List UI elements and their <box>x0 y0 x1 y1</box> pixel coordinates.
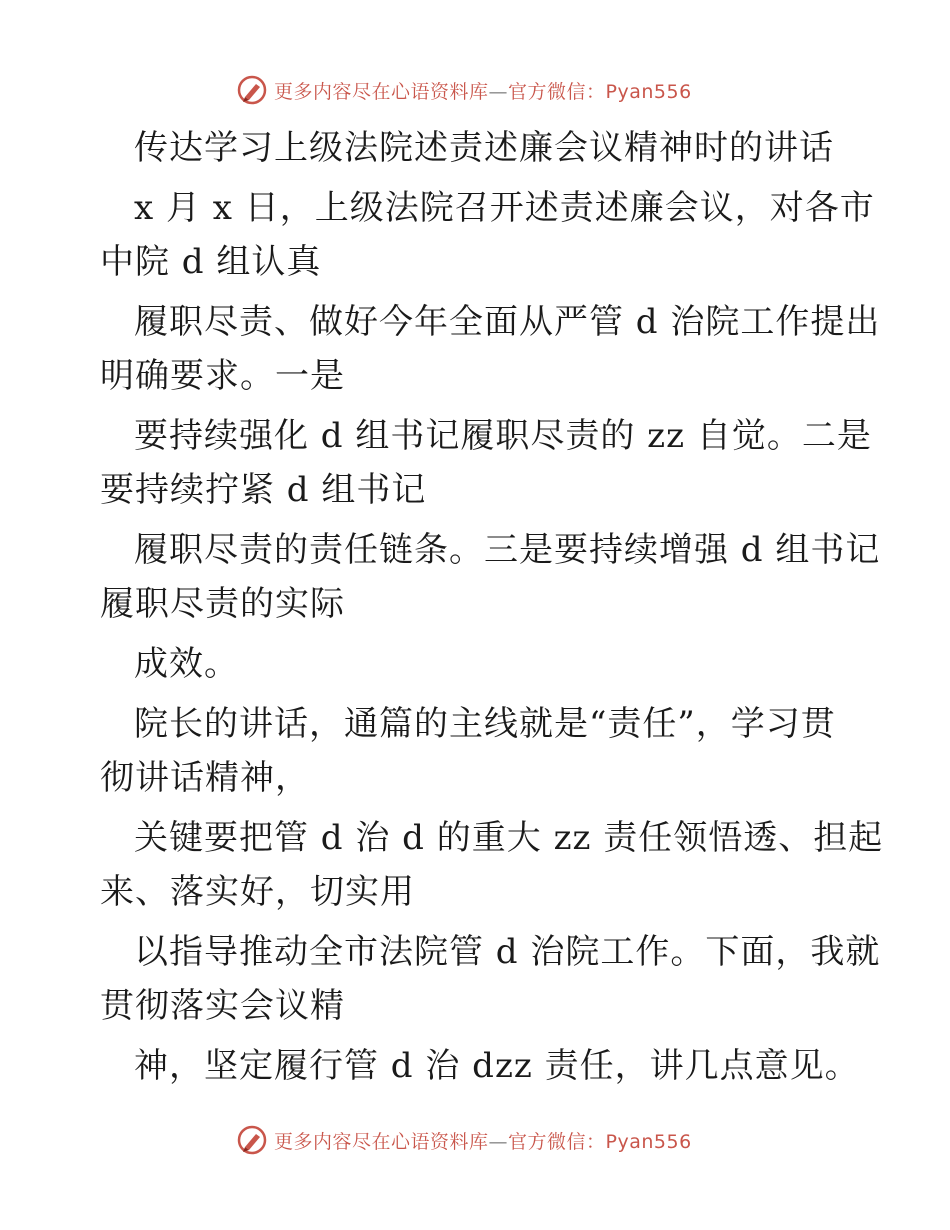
paragraph-line: 彻讲话精神， <box>100 758 310 798</box>
bottom-watermark <box>236 1122 692 1158</box>
paragraph-line: 贯彻落实会议精 <box>100 986 345 1026</box>
watermark-text: 更多内容尽在心语资料库—官方微信：Pyan556 <box>274 80 692 103</box>
paragraph-line: 关键要把管 d 治 d 的重大 zz 责任领悟透、担起 <box>134 818 884 858</box>
paragraph-line: 来、落实好，切实用 <box>100 872 415 912</box>
paragraph-line: 成效。 <box>134 644 239 684</box>
paragraph-line: 要持续拧紧 d 组书记 <box>100 470 427 510</box>
paragraph-line: 中院 d 组认真 <box>100 242 322 282</box>
paragraph-line: 履职尽责、做好今年全面从严管 d 治院工作提出 <box>134 302 881 342</box>
pen-logo-icon <box>236 74 268 106</box>
paragraph-line: 以指导推动全市法院管 d 治院工作。下面，我就 <box>134 932 881 972</box>
paragraph-line: 履职尽责的实际 <box>100 584 345 624</box>
watermark-text: 更多内容尽在心语资料库—官方微信：Pyan556 <box>274 1130 692 1153</box>
paragraph-line: 神，坚定履行管 d 治 dzz 责任，讲几点意见。 <box>134 1046 860 1086</box>
paragraph-line: 要持续强化 d 组书记履职尽责的 zz 自觉。二是 <box>134 416 872 456</box>
paragraph-line: x 月 x 日，上级法院召开述责述廉会议，对各市 <box>134 188 875 228</box>
paragraph-line: 明确要求。一是 <box>100 356 345 396</box>
paragraph-line: 院长的讲话，通篇的主线就是“责任”，学习贯 <box>134 704 836 744</box>
document-title: 传达学习上级法院述责述廉会议精神时的讲话 <box>134 128 834 168</box>
paragraph-line: 履职尽责的责任链条。三是要持续增强 d 组书记 <box>134 530 881 570</box>
pen-logo-icon <box>236 1124 268 1156</box>
top-watermark <box>236 72 692 108</box>
